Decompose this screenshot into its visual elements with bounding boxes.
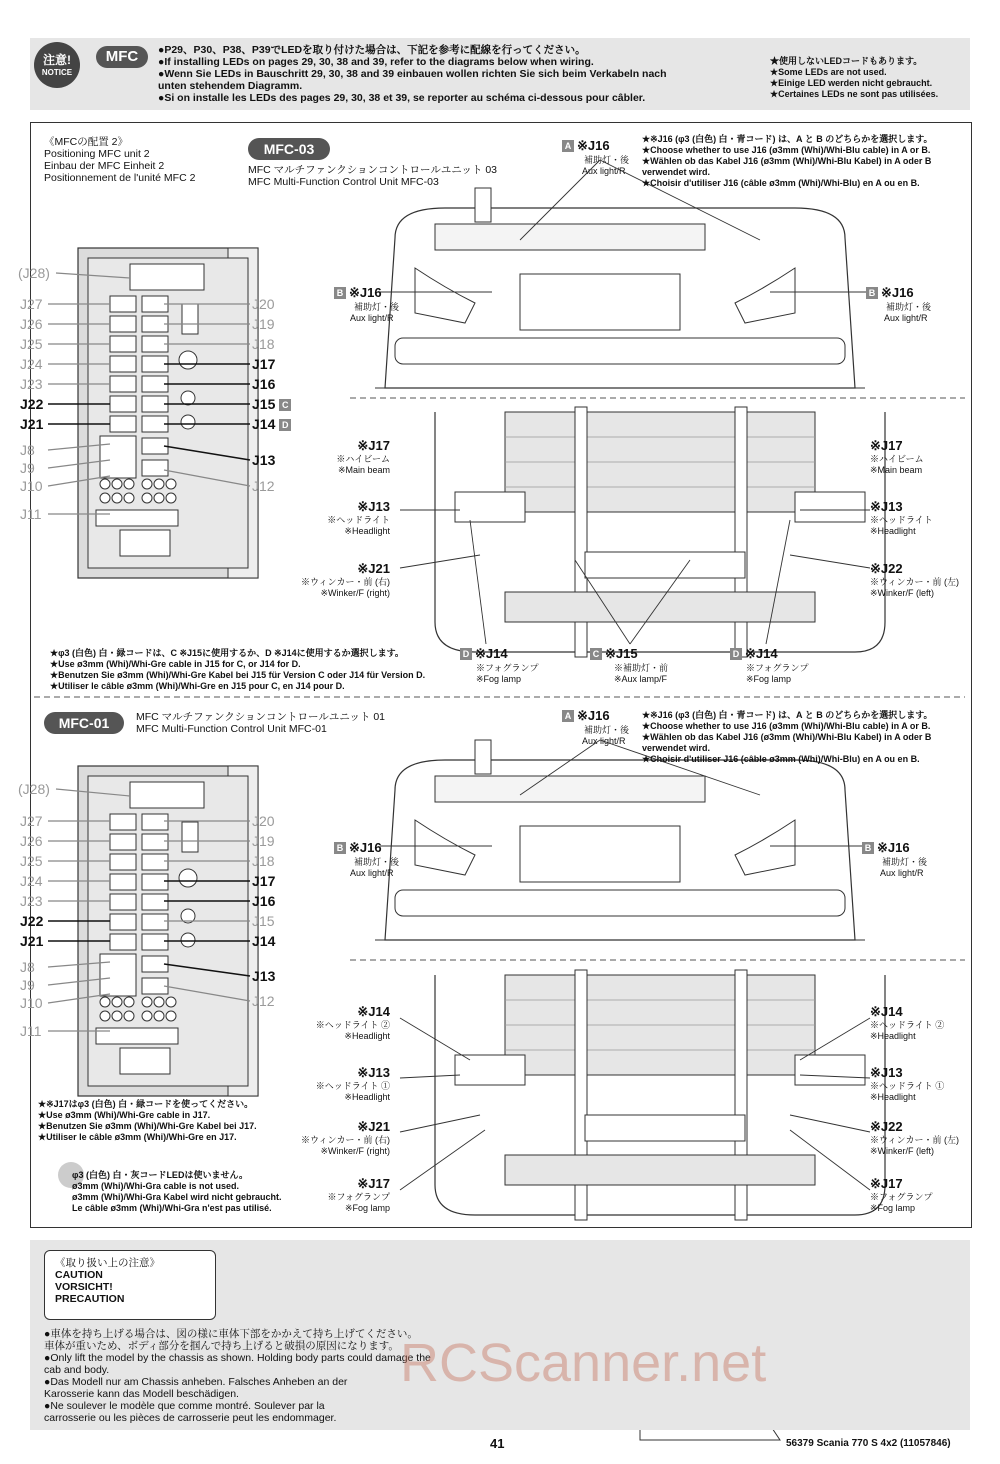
- callout-en: ※Winker/F (left): [870, 588, 935, 598]
- option-b-tag: B: [866, 287, 878, 299]
- callout-id: ※J22: [870, 1119, 903, 1134]
- positioning-line: Positionnement de l'unité MFC 2: [44, 172, 196, 184]
- j17-note-line: ★Use ø3mm (Whi)/Whi-Gre cable in J17.: [38, 1110, 211, 1120]
- caution-line: ●Ne soulever le modèle que comme montré. Soulever par la: [44, 1400, 325, 1412]
- pin-label: J21: [20, 933, 44, 949]
- pin-label: J17: [252, 356, 276, 372]
- j17-note-line: ★Benutzen Sie ø3mm (Whi)/Whi-Gre Kabel bei J17.: [38, 1121, 257, 1131]
- callout-en: ※Fog lamp: [746, 674, 792, 684]
- mfc01-title-jp: MFC マルチファンクションコントロールユニット 01: [136, 711, 385, 723]
- callout-id: ※J14: [357, 1004, 390, 1019]
- j16-note-line: ★Choose whether to use J16 (ø3mm (Whi)/Whi-Blu cable) in A or B.: [642, 721, 931, 731]
- callout-b-j16-left: [334, 284, 399, 324]
- pin-label: J22: [20, 396, 44, 412]
- callout-j17-left: [330, 438, 390, 476]
- j16-note-line: ★Choisir d'utiliser J16 (câble ø3mm (Whi)/Whi-Blu) en A ou en B.: [642, 178, 920, 188]
- notice-line: ●Si on installe les LEDs des pages 29, 30, 38 et 39, se reporter au schéma ci-dessous pour câbler.: [158, 92, 646, 104]
- pin-label: J27: [20, 813, 43, 829]
- pin-label: J19: [252, 316, 275, 332]
- pin-label: J9: [20, 460, 35, 476]
- j16-note: [642, 134, 933, 189]
- pin-label: [252, 396, 294, 412]
- j17-note-line: ★※J17はφ3 (白色) 白・緑コードを使ってください。: [38, 1099, 254, 1109]
- callout-en: ※Winker/F (right): [320, 1146, 390, 1156]
- callout-j13-left: [320, 499, 390, 537]
- pin-label: J16: [252, 893, 276, 909]
- caution-heading-en: CAUTION: [55, 1269, 103, 1281]
- j17-note: [38, 1099, 257, 1143]
- mfc03-title: [248, 164, 497, 188]
- callout-j14-left: [310, 1004, 390, 1042]
- pin-label: J20: [252, 813, 275, 829]
- positioning-heading: [44, 136, 195, 184]
- callout-en: ※Winker/F (left): [870, 1146, 935, 1156]
- mfc03-tag: MFC-03: [248, 138, 330, 160]
- callout-en: ※Aux lamp/F: [614, 674, 668, 684]
- pin-label: J18: [252, 853, 275, 869]
- option-a-tag: A: [562, 710, 574, 722]
- callout-d-j14-right: [730, 645, 809, 685]
- grey-cable-note: [72, 1170, 282, 1214]
- callout-j17-left: [310, 1176, 390, 1214]
- mfc01-title-en: MFC Multi-Function Control Unit MFC-01: [136, 723, 327, 735]
- notice-tag: MFC: [96, 46, 148, 68]
- callout-id: ※J14: [745, 646, 778, 661]
- pin-label: J20: [252, 296, 275, 312]
- pin-label: J22: [20, 913, 44, 929]
- callout-en: Aux light/R: [884, 313, 928, 323]
- grey-note-line: ø3mm (Whi)/Whi-Gra Kabel wird nicht gebraucht.: [72, 1192, 282, 1202]
- notice-badge-jp: 注意!: [43, 53, 71, 67]
- callout-en: ※Winker/F (right): [320, 588, 390, 598]
- j17-note-line: ★Utiliser le câble ø3mm (Whi)/Whi-Gre en J17.: [38, 1132, 237, 1142]
- pin-label: (J28): [18, 781, 50, 797]
- callout-id: ※J13: [357, 1065, 390, 1080]
- callout-a-j16: [562, 137, 629, 177]
- caution-line: ●車体を持ち上げる場合は、図の様に車体下部をかかえて持ち上げてください。: [44, 1328, 418, 1340]
- j16-note-line: ★※J16 (φ3 (白色) 白・青コード) は、A と B のどちらかを選択します。: [642, 134, 933, 144]
- pin-label: J13: [252, 452, 276, 468]
- callout-jp: 補助灯・後: [886, 302, 932, 312]
- pin-label: J13: [252, 968, 276, 984]
- pin-label: J8: [20, 959, 35, 975]
- caution-line: Karosserie kann das Modell beschädigen.: [44, 1388, 239, 1400]
- callout-jp: ※ウィンカー・前 (左): [870, 577, 959, 587]
- pin-label-text: J14: [252, 416, 276, 432]
- callout-en: Aux light/R: [582, 166, 626, 176]
- mfc03-title-en: MFC Multi-Function Control Unit MFC-03: [248, 176, 439, 188]
- option-d-tag: D: [279, 419, 291, 431]
- notice-right-line: ★Einige LED werden nicht gebraucht.: [770, 78, 933, 88]
- callout-en: Aux light/R: [350, 868, 394, 878]
- option-a-tag: A: [562, 140, 574, 152]
- callout-en: ※Headlight: [870, 526, 916, 536]
- callout-jp: 補助灯・後: [882, 857, 928, 867]
- callout-j17-right: [870, 438, 924, 476]
- callout-j13-right: [870, 1065, 944, 1103]
- callout-jp: 補助灯・後: [354, 857, 400, 867]
- callout-id: ※J22: [870, 561, 903, 576]
- mfc01-tag: MFC-01: [44, 712, 124, 734]
- positioning-line: Positioning MFC unit 2: [44, 148, 150, 160]
- callout-id: ※J16: [577, 138, 610, 153]
- pin-label: J17: [252, 873, 276, 889]
- pin-label: J14: [252, 933, 276, 949]
- j16-note-line: ★Choose whether to use J16 (ø3mm (Whi)/Whi-Blu cable) in A or B.: [642, 145, 931, 155]
- callout-c-j15: [590, 645, 668, 685]
- doc-number: 56379 Scania 770 S 4x2 (11057846): [786, 1438, 951, 1449]
- caution-heading-jp: 《取り扱い上の注意》: [55, 1257, 160, 1269]
- pin-label: J24: [20, 356, 43, 372]
- callout-id: ※J15: [605, 646, 638, 661]
- callout-id: ※J14: [475, 646, 508, 661]
- callout-en: ※Main beam: [870, 465, 923, 475]
- callout-jp: ※フォグランプ: [870, 1192, 933, 1202]
- j15-note-line: ★φ3 (白色) 白・緑コードは、C ※J15に使用するか、D ※J14に使用するか選択します。: [50, 648, 404, 658]
- option-b-tag: B: [334, 842, 346, 854]
- callout-jp: ※フォグランプ: [327, 1192, 390, 1202]
- callout-en: ※Headlight: [870, 1031, 916, 1041]
- caution-line: ●Das Modell nur am Chassis anheben. Falsches Anheben an der: [44, 1376, 348, 1388]
- j16-note-line: ★※J16 (φ3 (白色) 白・青コード) は、A と B のどちらかを選択します。: [642, 710, 933, 720]
- option-b-tag: B: [862, 842, 874, 854]
- j16-note-line: ★Wählen ob das Kabel J16 (ø3mm (Whi)/Whi-Blu Kabel) in A oder B: [642, 732, 932, 742]
- pin-label: J23: [20, 376, 43, 392]
- j15-note-line: ★Utiliser le câble ø3mm (Whi)/Whi-Gre en J15 pour C, en J14 pour D.: [50, 681, 345, 691]
- notice-right-line: ★Some LEDs are not used.: [770, 67, 887, 77]
- page-number: 41: [490, 1436, 505, 1451]
- pin-label: J10: [20, 995, 43, 1011]
- callout-id: ※J17: [870, 1176, 903, 1191]
- mfc01-title: [136, 711, 385, 735]
- notice-right-line: ★Certaines LEDs ne sont pas utilisées.: [770, 89, 939, 99]
- callout-a-j16: [562, 707, 629, 747]
- caution-heading-de: VORSICHT!: [55, 1281, 113, 1293]
- pin-label: J15: [252, 913, 275, 929]
- callout-jp: ※ヘッドライト ②: [315, 1020, 390, 1030]
- callout-id: ※J17: [357, 1176, 390, 1191]
- callout-jp: ※ヘッドライト ①: [870, 1081, 945, 1091]
- caution-line: carrosserie ou les pièces de carrosserie peut les endommager.: [44, 1412, 337, 1424]
- callout-en: ※Headlight: [870, 1092, 916, 1102]
- pin-label: J11: [20, 1023, 42, 1039]
- callout-jp: ※ウィンカー・前 (右): [301, 577, 390, 587]
- caution-line: ●Only lift the model by the chassis as shown. Holding body parts could damage the: [44, 1352, 431, 1364]
- callout-id: ※J13: [357, 499, 390, 514]
- caution-heading-fr: PRECAUTION: [55, 1293, 125, 1305]
- callout-j17-right: [870, 1176, 933, 1214]
- callout-en: ※Fog lamp: [344, 1203, 390, 1213]
- grey-note-line: ø3mm (Whi)/Whi-Gra cable is not used.: [72, 1181, 240, 1191]
- callout-en: ※Fog lamp: [870, 1203, 916, 1213]
- callout-id: ※J13: [870, 499, 903, 514]
- pin-label: [252, 416, 294, 432]
- callout-j13-left: [310, 1065, 390, 1103]
- callout-en: ※Headlight: [344, 526, 390, 536]
- pin-label: J12: [252, 993, 275, 1009]
- pin-label: J12: [252, 478, 275, 494]
- watermark: RCScanner.net: [400, 1333, 767, 1393]
- callout-id: ※J17: [870, 438, 903, 453]
- callout-en: ※Headlight: [344, 1031, 390, 1041]
- j16-note-line: verwendet wird.: [642, 167, 711, 177]
- pin-label: J19: [252, 833, 275, 849]
- pin-label: J18: [252, 336, 275, 352]
- option-d-tag: D: [730, 648, 742, 660]
- positioning-line: 《MFCの配置 2》: [44, 136, 128, 148]
- callout-id: ※J17: [357, 438, 390, 453]
- callout-j21: [300, 561, 390, 599]
- pin-label: J26: [20, 833, 43, 849]
- pin-label: J9: [20, 977, 35, 993]
- callout-en: Aux light/R: [350, 313, 394, 323]
- pin-label: (J28): [18, 265, 50, 281]
- notice-line: ●P29、P30、P38、P39でLEDを取り付けた場合は、下記を参考に配線を行ってください。: [158, 44, 586, 56]
- callout-id: ※J21: [357, 561, 390, 576]
- callout-id: ※J16: [877, 840, 910, 855]
- j15-note-line: ★Use ø3mm (Whi)/Whi-Gre cable in J15 for C, or J14 for D.: [50, 659, 301, 669]
- j16-note-line: ★Choisir d'utiliser J16 (câble ø3mm (Whi)/Whi-Blu) en A ou en B.: [642, 754, 920, 764]
- callout-j13-right: [870, 499, 933, 537]
- notice-line: unten stehendem Diagramm.: [158, 80, 303, 92]
- callout-jp: ※ウィンカー・前 (右): [301, 1135, 390, 1145]
- callout-jp: 補助灯・後: [354, 302, 400, 312]
- option-d-tag: D: [460, 648, 472, 660]
- pin-label: J8: [20, 442, 35, 458]
- j15-note-line: ★Benutzen Sie ø3mm (Whi)/Whi-Gre Kabel bei J15 für Version C oder J14 für Version D.: [50, 670, 426, 680]
- j16-note-line: ★Wählen ob das Kabel J16 (ø3mm (Whi)/Whi-Blu Kabel) in A oder B: [642, 156, 932, 166]
- callout-b-j16-right: [866, 284, 931, 324]
- callout-jp: ※ヘッドライト: [870, 515, 933, 525]
- callout-j22: [870, 561, 959, 599]
- callout-d-j14-left: [460, 645, 539, 685]
- callout-id: ※J14: [870, 1004, 903, 1019]
- pin-label: J26: [20, 316, 43, 332]
- pin-label: J21: [20, 416, 44, 432]
- notice-right-line: ★使用しないLEDコードもあります。: [770, 56, 923, 66]
- positioning-line: Einbau der MFC Einheit 2: [44, 160, 165, 172]
- pin-label: J11: [20, 506, 42, 522]
- callout-id: ※J16: [349, 285, 382, 300]
- option-c-tag: C: [590, 648, 602, 660]
- callout-jp: ※ウィンカー・前 (左): [870, 1135, 959, 1145]
- callout-en: Aux light/R: [582, 736, 626, 746]
- callout-jp: ※ハイビーム: [870, 454, 924, 464]
- pin-label: J24: [20, 873, 43, 889]
- callout-id: ※J16: [577, 708, 610, 723]
- j16-note-2: [642, 710, 933, 765]
- j16-note-line: verwendet wird.: [642, 743, 711, 753]
- callout-jp: ※フォグランプ: [746, 663, 809, 673]
- mfc03-title-jp: MFC マルチファンクションコントロールユニット 03: [248, 164, 497, 176]
- notice-badge-en: NOTICE: [41, 68, 73, 77]
- callout-id: ※J13: [870, 1065, 903, 1080]
- callout-j14-right: [870, 1004, 944, 1042]
- callout-jp: ※フォグランプ: [476, 663, 539, 673]
- caution-line: 車体が重いため、ボディ部分を掴んで持ち上げると破損の原因になります。: [44, 1340, 399, 1352]
- pin-label: J23: [20, 893, 43, 909]
- callout-en: ※Fog lamp: [476, 674, 522, 684]
- callout-jp: ※ハイビーム: [336, 454, 390, 464]
- callout-id: ※J21: [357, 1119, 390, 1134]
- callout-jp: ※ヘッドライト ①: [315, 1081, 390, 1091]
- option-b-tag: B: [334, 287, 346, 299]
- pin-label: J16: [252, 376, 276, 392]
- caution-line: cab and body.: [44, 1364, 110, 1376]
- option-c-tag: C: [279, 399, 291, 411]
- notice-line: ●Wenn Sie LEDs in Bauschritt 29, 30, 38 and 39 einbauen wollen richten Sie sich beim Verkabeln nach: [158, 68, 667, 80]
- callout-b-j16-right: [862, 839, 927, 879]
- callout-id: ※J16: [349, 840, 382, 855]
- callout-jp: 補助灯・後: [584, 725, 630, 735]
- pin-label-text: J15: [252, 396, 276, 412]
- pin-label: J25: [20, 336, 43, 352]
- pin-label: J10: [20, 478, 43, 494]
- callout-b-j16-left: [334, 839, 399, 879]
- callout-j22: [870, 1119, 959, 1157]
- callout-jp: ※補助灯・前: [614, 663, 669, 673]
- callout-j21: [300, 1119, 390, 1157]
- grey-note-line: Le câble ø3mm (Whi)/Whi-Gra n'est pas utilisé.: [72, 1203, 272, 1213]
- caution-text: [44, 1328, 431, 1424]
- notice-line: ●If installing LEDs on pages 29, 30, 38 and 39, refer to the diagrams below when wiring.: [158, 56, 594, 68]
- pin-label: J27: [20, 296, 43, 312]
- callout-jp: 補助灯・後: [584, 155, 630, 165]
- grey-note-line: φ3 (白色) 白・灰コードLEDは使いません。: [72, 1170, 248, 1180]
- j15-j14-note: [50, 648, 425, 692]
- callout-en: ※Headlight: [344, 1092, 390, 1102]
- pin-label: J25: [20, 853, 43, 869]
- callout-jp: ※ヘッドライト: [327, 515, 390, 525]
- callout-id: ※J16: [881, 285, 914, 300]
- callout-en: ※Main beam: [337, 465, 390, 475]
- callout-jp: ※ヘッドライト ②: [870, 1020, 945, 1030]
- callout-en: Aux light/R: [880, 868, 924, 878]
- caution-heading-box: [44, 1250, 216, 1320]
